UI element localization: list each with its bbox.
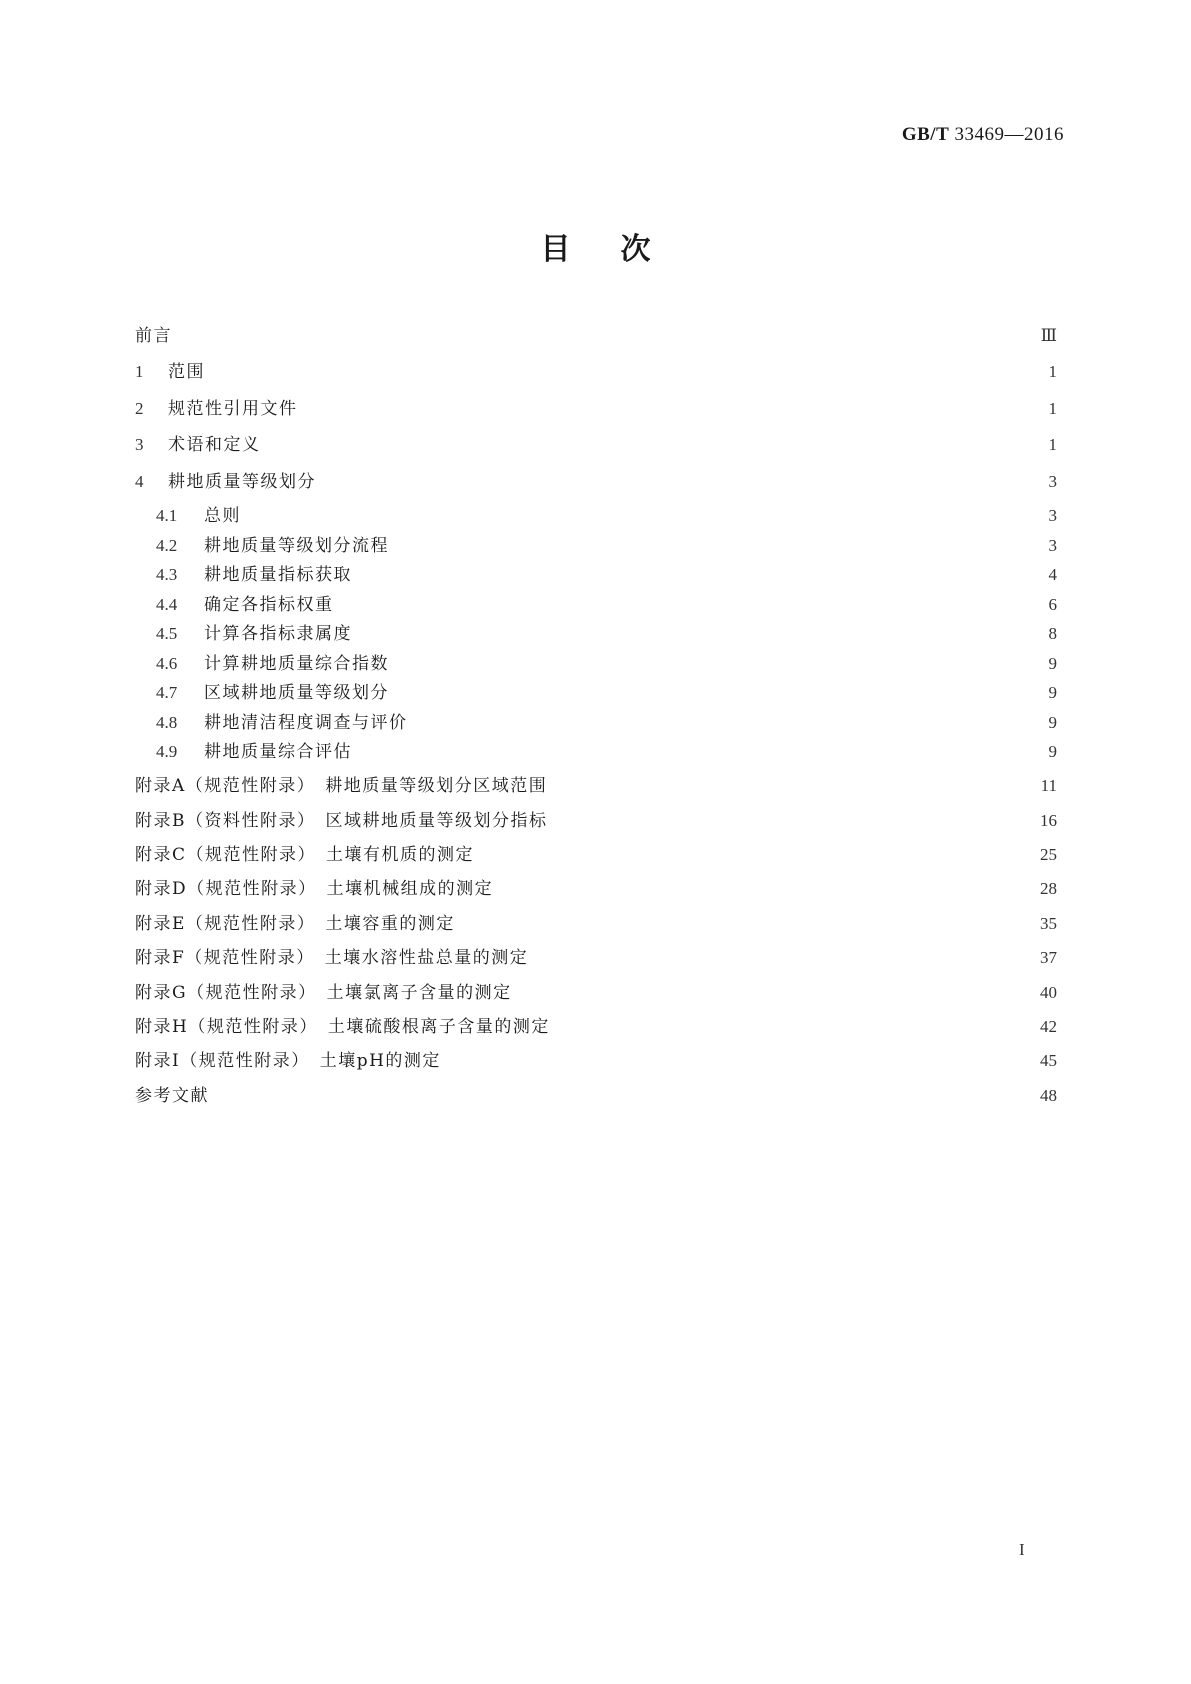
toc-entry-number: 2 [135, 399, 144, 418]
toc-entry-4-2[interactable] [156, 532, 1057, 560]
toc-dot-leader [536, 944, 1032, 972]
toc-entry-label: 耕地质量指标获取 [204, 565, 352, 585]
toc-dot-leader [463, 910, 1032, 938]
toc-dot-leader [482, 841, 1032, 869]
toc-entry-page: 42 [1040, 1017, 1057, 1036]
toc-entry-page: 9 [1048, 683, 1057, 702]
toc-entry-bibliography[interactable] [135, 1082, 1057, 1110]
toc-dot-leader [397, 650, 1035, 678]
toc-entry-page: 1 [1048, 362, 1057, 381]
toc-entry-page: 35 [1040, 914, 1057, 933]
toc-entry-label: 耕地质量综合评估 [204, 742, 352, 762]
toc-entry-label: 附录D（规范性附录） 土壤机械组成的测定 [135, 879, 494, 899]
toc-entry-page: 4 [1048, 565, 1057, 584]
toc-dot-leader [556, 807, 1033, 835]
toc-entry-label: 附录C（规范性附录） 土壤有机质的测定 [135, 845, 475, 865]
toc-entry-1[interactable] [135, 358, 1057, 386]
toc-entry-number: 4.1 [156, 506, 178, 525]
page-number: I [1019, 1540, 1025, 1559]
toc-entry-label: 规范性引用文件 [168, 399, 298, 419]
toc-entry-label: 附录G（规范性附录） 土壤氯离子含量的测定 [135, 983, 512, 1003]
toc-entry-page: 3 [1048, 536, 1057, 555]
toc-dot-leader [249, 502, 1035, 530]
toc-dot-leader [558, 1013, 1032, 1041]
toc-dot-leader [269, 431, 1036, 459]
toc-entry-label: 计算各指标隶属度 [204, 624, 352, 644]
standard-prefix: GB/T [901, 124, 950, 145]
toc-entry-4-8[interactable] [156, 709, 1057, 737]
toc-entry-page: 9 [1048, 654, 1057, 673]
toc-dot-leader [360, 620, 1035, 648]
toc-entry-page: 1 [1048, 399, 1057, 418]
toc-entry-label: 附录H（规范性附录） 土壤硫酸根离子含量的测定 [135, 1017, 550, 1037]
toc-entry-number: 4.6 [156, 654, 178, 673]
toc-entry-label: 参考文献 [135, 1086, 209, 1106]
toc-entry-page: 37 [1040, 948, 1057, 967]
toc-entry-number: 4.5 [156, 624, 178, 643]
toc-dot-leader [342, 591, 1036, 619]
toc-entry-page: 16 [1040, 811, 1057, 830]
toc-dot-leader [217, 1082, 1032, 1110]
toc-entry-2[interactable] [135, 395, 1057, 423]
toc-entry-label: 区域耕地质量等级划分 [204, 683, 389, 703]
toc-entry-annex-b[interactable] [135, 807, 1057, 835]
toc-entry-number: 4.7 [156, 683, 178, 702]
toc-entry-4[interactable] [135, 468, 1057, 496]
toc-entry-number: 4.8 [156, 713, 178, 732]
toc-dot-leader [555, 772, 1032, 800]
toc-entry-4-5[interactable] [156, 620, 1057, 648]
toc-entry-annex-a[interactable] [135, 772, 1057, 800]
toc-entry-annex-g[interactable] [135, 979, 1057, 1007]
toc-entry-label: 计算耕地质量综合指数 [204, 654, 389, 674]
toc-entry-page: 48 [1040, 1086, 1057, 1105]
toc-entry-4-7[interactable] [156, 679, 1057, 707]
toc-entry-page: Ⅲ [1040, 326, 1057, 345]
toc-entry-4-6[interactable] [156, 650, 1057, 678]
toc-dot-leader [416, 709, 1036, 737]
toc-entry-4-4[interactable] [156, 591, 1057, 619]
toc-entry-label: 附录F（规范性附录） 土壤水溶性盐总量的测定 [135, 948, 529, 968]
toc-entry-page: 28 [1040, 879, 1057, 898]
toc-dot-leader [501, 875, 1032, 903]
toc-entry-number: 4.9 [156, 742, 178, 761]
toc-entry-label: 附录E（规范性附录） 土壤容重的测定 [135, 914, 455, 934]
toc-entry-annex-d[interactable] [135, 875, 1057, 903]
toc-entry-page: 40 [1040, 983, 1057, 1002]
toc-entry-page: 45 [1040, 1051, 1057, 1070]
toc-dot-leader [449, 1047, 1032, 1075]
toc-entry-page: 6 [1048, 595, 1057, 614]
toc-entry-label: 耕地清洁程度调查与评价 [204, 713, 408, 733]
toc-entry-label: 确定各指标权重 [204, 595, 334, 615]
toc-entry-annex-e[interactable] [135, 910, 1057, 938]
toc-entry-page: 8 [1048, 624, 1057, 643]
toc-entry-label: 附录B（资料性附录） 区域耕地质量等级划分指标 [135, 811, 548, 831]
toc-entry-number: 4.2 [156, 536, 178, 555]
toc-entry-annex-c[interactable] [135, 841, 1057, 869]
toc-dot-leader [306, 395, 1036, 423]
toc-dot-leader [360, 738, 1035, 766]
toc-entry-label: 附录A（规范性附录） 耕地质量等级划分区域范围 [135, 776, 548, 796]
toc-entry-page: 25 [1040, 845, 1057, 864]
toc-dot-leader [360, 561, 1035, 589]
toc-entry-number: 4.4 [156, 595, 178, 614]
toc-entry-label: 耕地质量等级划分流程 [204, 536, 389, 556]
toc-entry-page: 1 [1048, 435, 1057, 454]
toc-entry-number: 1 [135, 362, 144, 381]
toc-dot-leader [520, 979, 1032, 1007]
toc-entry-page: 11 [1040, 776, 1057, 795]
toc-entry-page: 3 [1048, 472, 1057, 491]
toc-dot-leader [324, 468, 1035, 496]
toc-dot-leader [213, 358, 1035, 386]
toc-entry-page: 9 [1048, 742, 1057, 761]
toc-entry-page: 3 [1048, 506, 1057, 525]
toc-entry-4-1[interactable] [156, 502, 1057, 530]
toc-entry-label: 附录I（规范性附录） 土壤pH的测定 [135, 1051, 441, 1071]
toc-entry-annex-f[interactable] [135, 944, 1057, 972]
standard-number: 33469—2016 [954, 124, 1064, 145]
toc-entry-label: 术语和定义 [168, 435, 261, 455]
toc-entry-label: 前言 [135, 326, 172, 346]
toc-entry-annex-i[interactable] [135, 1047, 1057, 1075]
toc-entry-label: 耕地质量等级划分 [168, 472, 316, 492]
toc-entry-foreword[interactable] [135, 322, 1057, 350]
toc-entry-number: 4.3 [156, 565, 178, 584]
toc-entry-3[interactable] [135, 431, 1057, 459]
toc-entry-label: 总则 [204, 506, 241, 526]
toc-dot-leader [397, 532, 1035, 560]
toc-entry-page: 9 [1048, 713, 1057, 732]
toc-dot-leader [180, 322, 1033, 350]
toc-entry-label: 范围 [168, 362, 205, 382]
toc-entry-number: 3 [135, 435, 144, 454]
toc-entry-number: 4 [135, 472, 144, 491]
document-code [902, 124, 1064, 146]
toc-entry-4-9[interactable] [156, 738, 1057, 766]
toc-dot-leader [397, 679, 1035, 707]
page-title: 目次 [540, 232, 701, 267]
toc-entry-4-3[interactable] [156, 561, 1057, 589]
toc-entry-annex-h[interactable] [135, 1013, 1057, 1041]
